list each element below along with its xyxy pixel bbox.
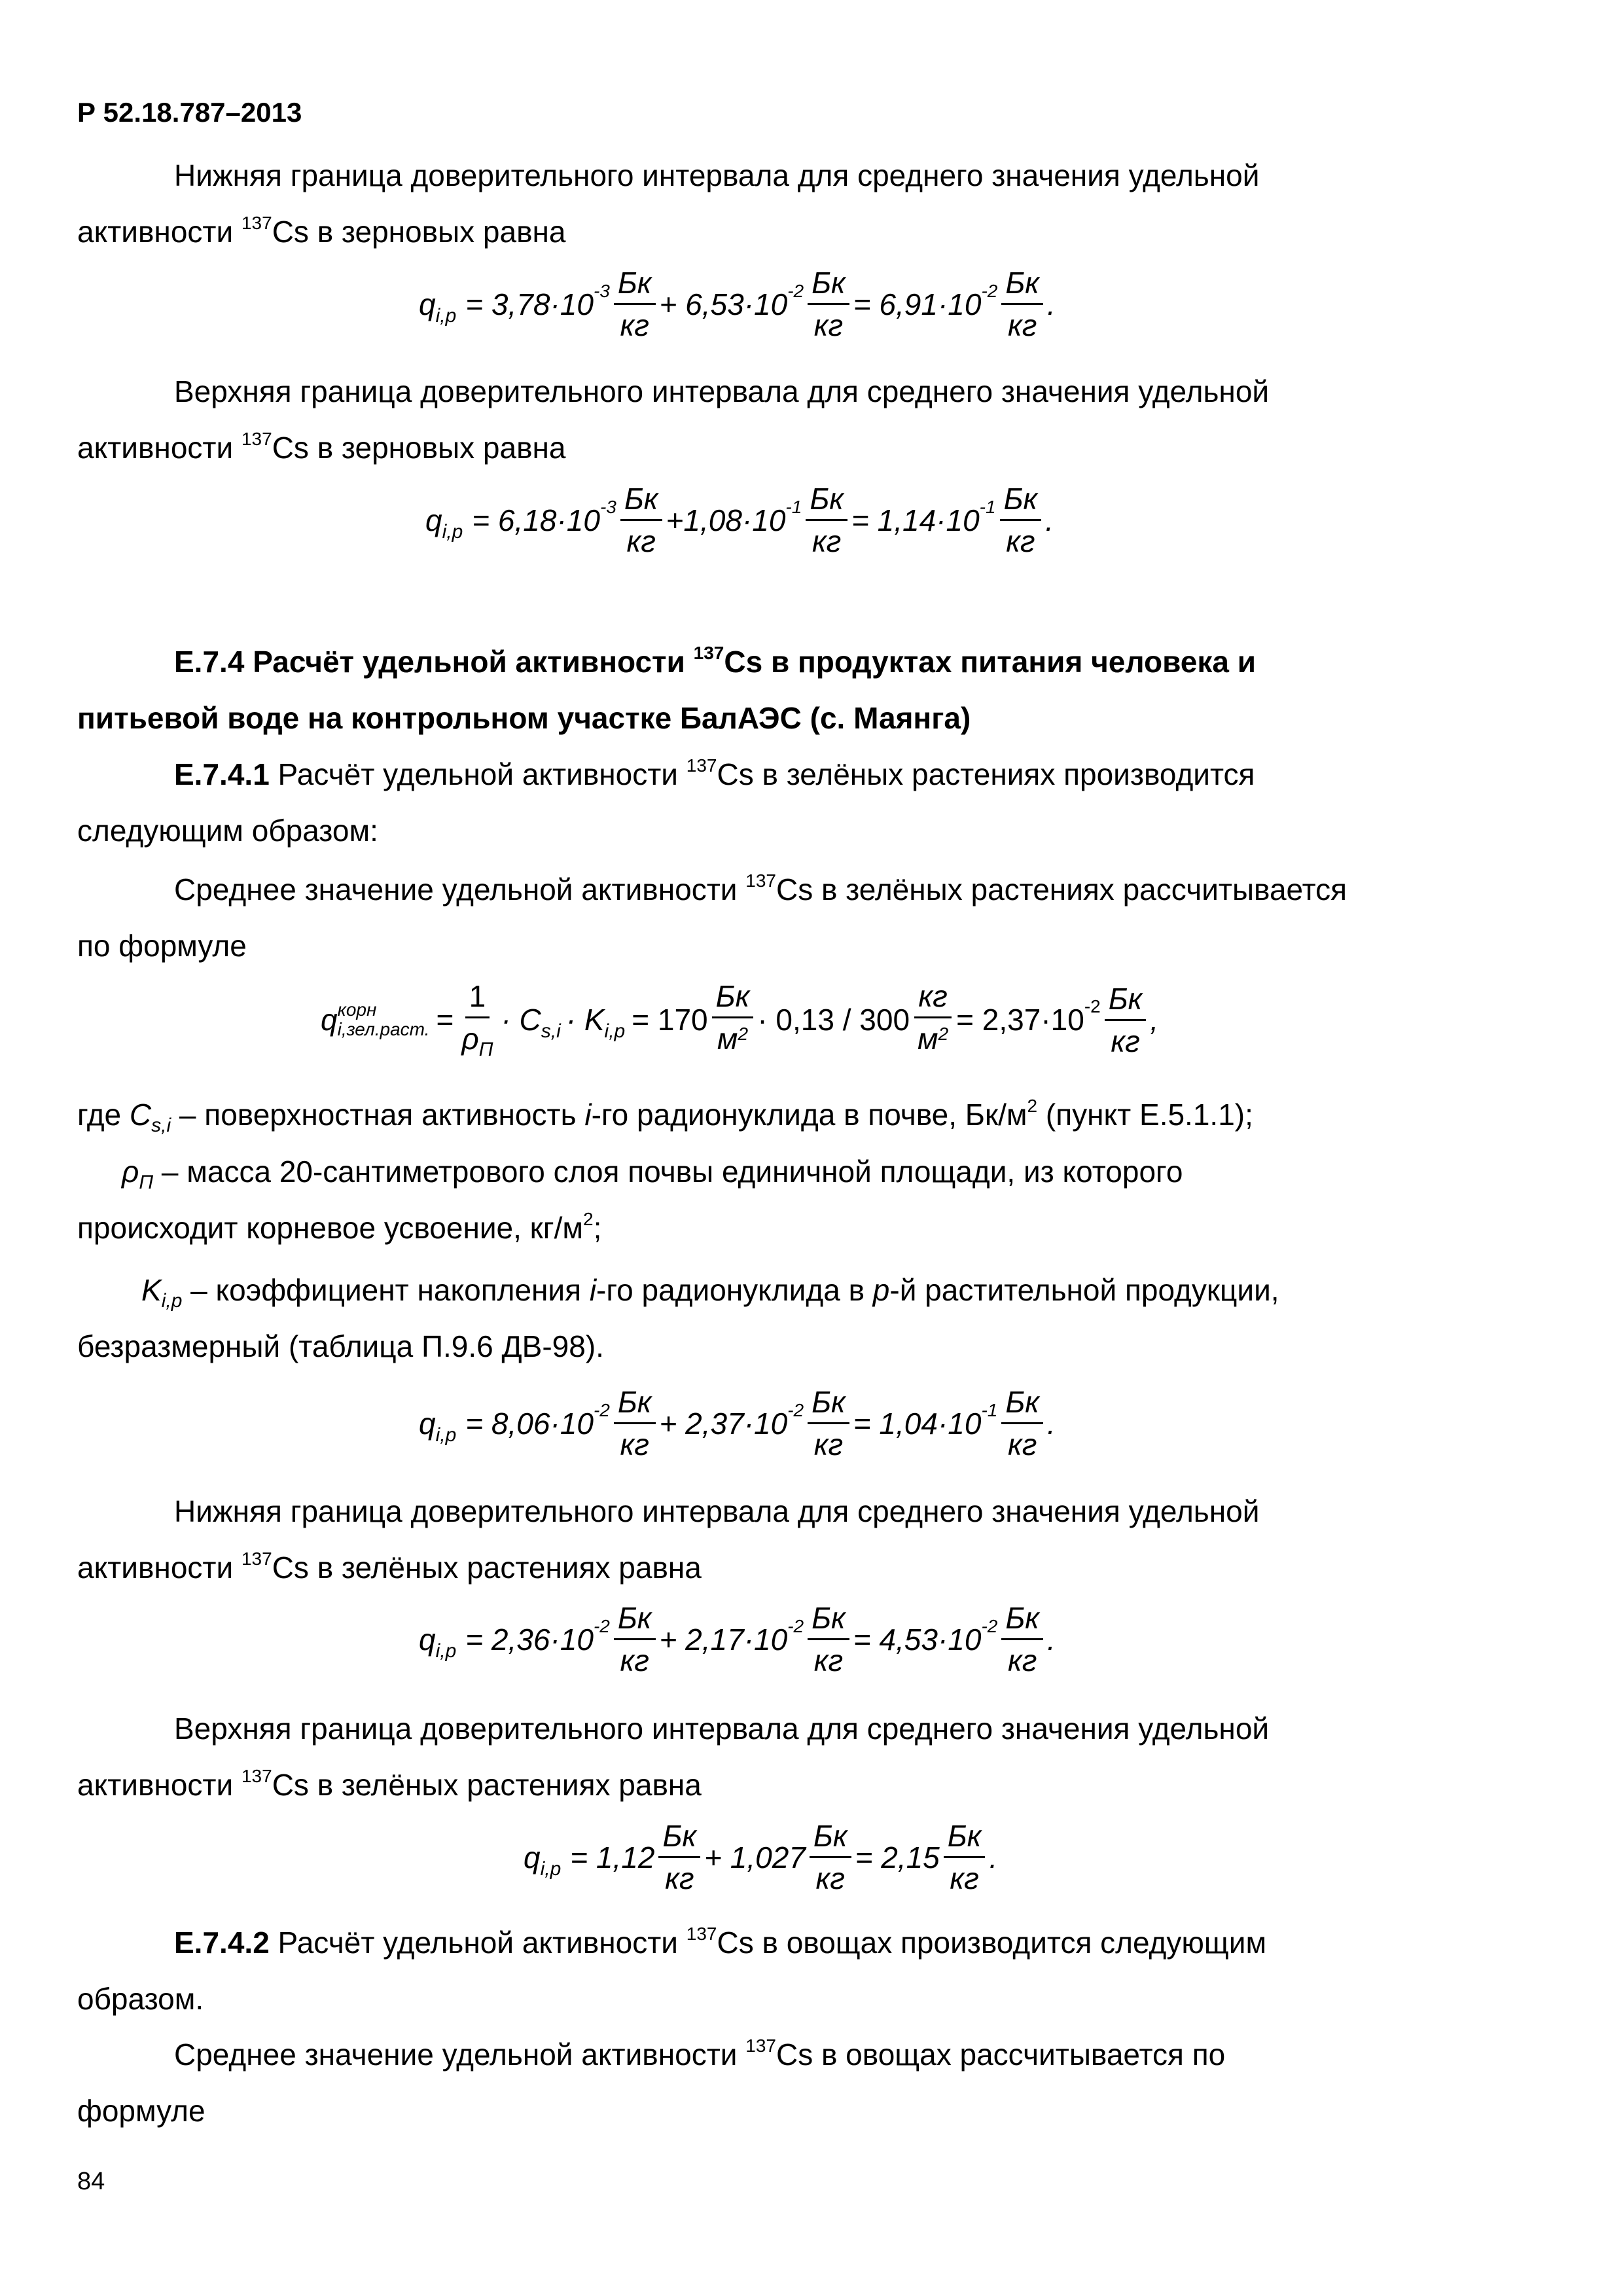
text-line: безразмерный (таблица П.9.6 ДВ-98). xyxy=(77,1329,604,1363)
formula-equals: = xyxy=(436,1003,454,1037)
isotope-mass: 137 xyxy=(686,1923,717,1944)
formula-end: . xyxy=(1047,1406,1056,1441)
rho-subscript: П xyxy=(478,1039,493,1060)
formula-mean-green-plants xyxy=(321,978,1158,1061)
formula-subscript: s,i xyxy=(541,1020,561,1042)
symbol-subscript: П xyxy=(139,1172,154,1194)
unit-num: Бк xyxy=(810,1818,851,1858)
unit-den: кг xyxy=(626,524,656,558)
unit-num: Бк xyxy=(808,265,849,305)
text-line: ; xyxy=(593,1211,602,1245)
coefficient-fraction xyxy=(457,978,497,1061)
heading-text: питьевой воде на контрольном участке БалАЭС (с. Маянга) xyxy=(77,701,971,735)
unit-num: Бк xyxy=(1001,1384,1043,1424)
text-line: -го радионуклида в почве, Бк/м xyxy=(591,1098,1027,1132)
formula-exponent: -2 xyxy=(593,1615,610,1636)
unit-num: Бк xyxy=(1001,1600,1043,1640)
unit-den: кг xyxy=(1007,308,1037,342)
unit-fraction xyxy=(808,265,849,343)
heading-text: Е.7.4 Расчёт удельной активности xyxy=(174,645,694,679)
fraction-num: 1 xyxy=(465,978,490,1018)
formula-exponent: -2 xyxy=(787,280,804,301)
formula-symbol: q xyxy=(419,1406,436,1441)
formula-exponent: -3 xyxy=(599,496,616,517)
formula-superscript: корн xyxy=(337,999,377,1020)
formula-term: = 2,37·10 xyxy=(956,1003,1084,1037)
formula-term: = 1,12 xyxy=(570,1840,655,1874)
definition-accumulation-coefficient xyxy=(77,1262,1479,1374)
formula-lower-bound-grain xyxy=(419,265,1056,343)
isotope-mass: 137 xyxy=(241,428,272,449)
formula-subscript: i,p xyxy=(442,520,463,543)
formula-term: + 2,17·10 xyxy=(659,1622,788,1657)
symbol: i xyxy=(589,1273,597,1307)
unit-den-exp: 2 xyxy=(938,1024,949,1044)
unit-den: кг xyxy=(1111,1024,1140,1058)
symbol: i xyxy=(584,1098,592,1132)
formula-term: = 170 xyxy=(632,1003,708,1037)
text-line: Cs в овощах рассчитывается по xyxy=(776,2037,1226,2072)
unit-den: кг xyxy=(813,1643,844,1677)
text-line: Cs в зелёных растениях равна xyxy=(272,1768,702,1802)
formula-term: = 3,78·10 xyxy=(465,287,594,321)
text-line: следующим образом: xyxy=(77,814,378,848)
unit-fraction xyxy=(944,1818,986,1896)
formula-subscript: i,p xyxy=(435,304,457,327)
unit-den: кг xyxy=(1007,1643,1037,1677)
formula-mean-green-result xyxy=(419,1384,1056,1462)
text-line: -го радионуклида в xyxy=(596,1273,873,1307)
text-line: Cs в зелёных растениях производится xyxy=(717,757,1255,791)
unit-fraction xyxy=(808,1384,849,1462)
paragraph-mean-vegetables xyxy=(77,2026,1479,2139)
unit-fraction xyxy=(1105,981,1147,1059)
unit-fraction xyxy=(1001,265,1043,343)
isotope-mass: 137 xyxy=(745,870,776,891)
formula-subscript: i,p xyxy=(540,1857,562,1880)
unit-den xyxy=(713,1018,752,1061)
text-line: Среднее значение удельной активности xyxy=(174,2037,746,2072)
unit-den: кг xyxy=(813,308,844,342)
formula-term: · K xyxy=(565,1003,605,1037)
formula-term: = 4,53·10 xyxy=(853,1622,982,1657)
formula-end: . xyxy=(1047,1622,1056,1657)
fraction-den xyxy=(457,1018,497,1061)
page-number: 84 xyxy=(77,2168,105,2195)
formula-end: , xyxy=(1150,1003,1159,1037)
formula-term: +1,08·10 xyxy=(666,503,786,537)
formula-term: = 1,14·10 xyxy=(851,503,980,537)
formula-upper-bound-green xyxy=(524,1818,997,1896)
unit-fraction xyxy=(614,265,656,343)
paragraph-e-7-4-1 xyxy=(77,746,1479,859)
formula-exponent: -3 xyxy=(593,280,610,301)
unit-fraction xyxy=(1000,481,1042,559)
isotope-mass: 137 xyxy=(241,1765,272,1786)
text-line: (пункт Е.5.1.1); xyxy=(1037,1098,1253,1132)
text-line: где xyxy=(77,1098,130,1132)
formula-end: . xyxy=(1045,503,1054,537)
text-line: Cs в зелёных растениях рассчитывается xyxy=(776,872,1347,906)
text-line: Cs в зерновых равна xyxy=(272,431,566,465)
isotope-mass: 137 xyxy=(745,2035,776,2056)
formula-end: . xyxy=(989,1840,998,1874)
text-line: Cs в зелёных растениях равна xyxy=(272,1551,702,1585)
formula-end: . xyxy=(1047,287,1056,321)
clause-number: Е.7.4.2 xyxy=(174,1926,270,1960)
formula-term: = 1,04·10 xyxy=(853,1406,982,1441)
text-line: активности xyxy=(77,1551,241,1585)
symbol: K xyxy=(141,1273,162,1307)
formula-term: = 6,91·10 xyxy=(853,287,982,321)
rho-symbol: ρ xyxy=(122,1155,139,1189)
formula-symbol: q xyxy=(419,1622,436,1657)
text-line: формуле xyxy=(77,2094,205,2128)
text-line: активности xyxy=(77,215,241,249)
unit-num: Бк xyxy=(1000,481,1042,521)
paragraph-e-7-4-2 xyxy=(77,1914,1479,2027)
unit-den xyxy=(914,1018,952,1061)
unit-num: кг xyxy=(914,978,951,1018)
formula-symbol: q xyxy=(419,287,436,321)
unit-num: Бк xyxy=(808,1384,849,1424)
formula-exponent: -2 xyxy=(593,1399,610,1420)
text-line: активности xyxy=(77,1768,241,1802)
symbol-subscript: i,p xyxy=(161,1290,183,1312)
text-line: образом. xyxy=(77,1982,204,2016)
formula-exponent: -2 xyxy=(787,1615,804,1636)
text-line: Cs в зерновых равна xyxy=(272,215,566,249)
paragraph-lower-bound-green xyxy=(77,1483,1479,1596)
isotope-mass: 137 xyxy=(693,642,724,663)
unit-den: кг xyxy=(1007,1427,1037,1462)
exponent: 2 xyxy=(583,1208,594,1229)
unit-fraction xyxy=(614,1384,656,1462)
unit-den: кг xyxy=(813,1427,844,1462)
unit-num: Бк xyxy=(808,1600,849,1640)
unit-fraction xyxy=(1001,1600,1043,1678)
symbol-subscript: s,i xyxy=(151,1115,171,1137)
unit-num: Бк xyxy=(944,1818,986,1858)
unit-den: кг xyxy=(620,308,649,342)
section-heading-e-7-4 xyxy=(77,634,1479,746)
formula-term: · 0,13 / 300 xyxy=(757,1003,910,1037)
text-line: Расчёт удельной активности xyxy=(269,757,687,791)
formula-subscript: i,p xyxy=(435,1640,457,1662)
formula-lower-bound-green xyxy=(419,1600,1056,1678)
formula-symbol: q xyxy=(321,1003,338,1037)
unit-den: кг xyxy=(812,524,842,558)
unit-den-exp: 2 xyxy=(738,1024,749,1044)
unit-num: Бк xyxy=(1105,981,1147,1021)
formula-index-stack xyxy=(338,1000,430,1039)
formula-exponent: -1 xyxy=(981,1399,998,1420)
text-line: Верхняя граница доверительного интервала для среднего значения удельной xyxy=(174,1712,1270,1746)
unit-den: кг xyxy=(620,1643,649,1677)
formula-exponent: -1 xyxy=(979,496,996,517)
symbol: p xyxy=(872,1273,890,1307)
formula-term: = 2,15 xyxy=(855,1840,940,1874)
definition-surface-activity xyxy=(77,1086,1479,1143)
formula-exponent: -2 xyxy=(787,1399,804,1420)
symbol: C xyxy=(129,1098,152,1132)
text-line: Расчёт удельной активности xyxy=(269,1926,687,1960)
formula-upper-bound-grain xyxy=(425,481,1054,559)
unit-num: Бк xyxy=(712,978,754,1018)
document-id: Р 52.18.787–2013 xyxy=(77,97,302,128)
formula-term: = 6,18·10 xyxy=(472,503,600,537)
text-line: Нижняя граница доверительного интервала для среднего значения удельной xyxy=(174,158,1260,192)
formula-term: + 2,37·10 xyxy=(659,1406,788,1441)
unit-fraction xyxy=(808,1600,849,1678)
text-line: Верхняя граница доверительного интервала для среднего значения удельной xyxy=(174,374,1270,408)
formula-term: · C xyxy=(501,1003,541,1037)
unit-den-base: м xyxy=(918,1022,938,1056)
text-line: Cs в овощах производится следующим xyxy=(717,1926,1267,1960)
unit-num: Бк xyxy=(614,1384,656,1424)
text-line: по формуле xyxy=(77,929,247,963)
formula-term: + 1,027 xyxy=(704,1840,806,1874)
unit-fraction xyxy=(658,1818,700,1896)
unit-num: Бк xyxy=(620,481,662,521)
text-line: Нижняя граница доверительного интервала для среднего значения удельной xyxy=(174,1494,1260,1528)
unit-fraction xyxy=(712,978,754,1061)
isotope-mass: 137 xyxy=(241,212,272,233)
unit-fraction xyxy=(810,1818,851,1896)
paragraph-upper-bound-green xyxy=(77,1700,1479,1813)
unit-fraction xyxy=(1001,1384,1043,1462)
text-line: – масса 20-сантиметрового слоя почвы единичной площади, из которого xyxy=(153,1155,1183,1189)
text-line: активности xyxy=(77,431,241,465)
formula-symbol: q xyxy=(524,1840,541,1874)
unit-den: кг xyxy=(1006,524,1035,558)
paragraph-upper-bound-grain xyxy=(77,363,1479,476)
formula-term: = 8,06·10 xyxy=(465,1406,594,1441)
unit-num: Бк xyxy=(614,265,656,305)
formula-symbol: q xyxy=(425,503,442,537)
formula-term: + 6,53·10 xyxy=(659,287,788,321)
formula-subscript: i,p xyxy=(604,1020,626,1042)
text-line: -й растительной продукции, xyxy=(889,1273,1279,1307)
text-line: Среднее значение удельной активности xyxy=(174,872,746,906)
clause-number: Е.7.4.1 xyxy=(174,757,270,791)
unit-den-base: м xyxy=(717,1022,738,1056)
unit-den: кг xyxy=(665,1861,694,1895)
paragraph-mean-green-plants xyxy=(77,861,1479,974)
formula-exponent: -2 xyxy=(981,1615,998,1636)
rho-symbol: ρ xyxy=(461,1022,479,1056)
formula-exponent: -2 xyxy=(981,280,998,301)
paragraph-lower-bound-grain xyxy=(77,147,1479,260)
formula-exponent: -1 xyxy=(785,496,802,517)
isotope-mass: 137 xyxy=(686,755,717,776)
text-line: происходит корневое усвоение, кг/м xyxy=(77,1211,583,1245)
formula-exponent: -2 xyxy=(1084,996,1101,1016)
text-line: – поверхностная активность xyxy=(171,1098,585,1132)
formula-term: = 2,36·10 xyxy=(465,1622,594,1657)
text-line: – коэффициент накопления xyxy=(182,1273,590,1307)
unit-fraction xyxy=(614,1600,656,1678)
unit-num: Бк xyxy=(1001,265,1043,305)
unit-den: кг xyxy=(815,1861,845,1895)
formula-subscript: i,p xyxy=(435,1424,457,1446)
unit-den: кг xyxy=(950,1861,979,1895)
unit-fraction xyxy=(620,481,662,559)
unit-num: Бк xyxy=(806,481,847,521)
unit-den: кг xyxy=(620,1427,649,1462)
unit-fraction xyxy=(806,481,847,559)
unit-num: Бк xyxy=(658,1818,700,1858)
exponent: 2 xyxy=(1027,1095,1038,1116)
unit-num: Бк xyxy=(614,1600,656,1640)
formula-subscript: i,зел.раст. xyxy=(337,1019,430,1039)
definition-soil-mass xyxy=(77,1143,1479,1256)
isotope-mass: 137 xyxy=(241,1548,272,1569)
heading-text: Cs в продуктах питания человека и xyxy=(724,645,1256,679)
unit-fraction xyxy=(914,978,952,1061)
